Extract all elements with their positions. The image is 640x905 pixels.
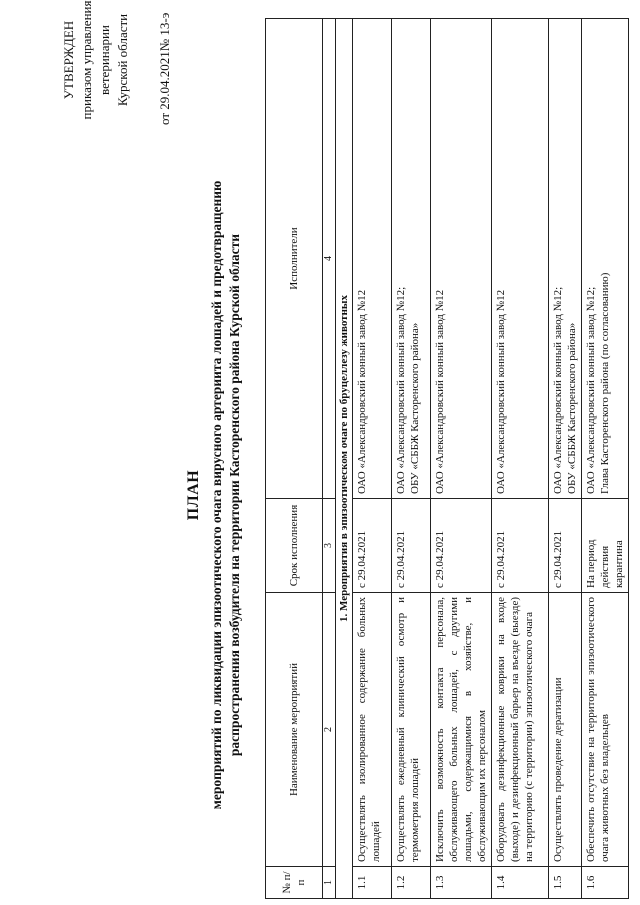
row-term: с 29.04.2021 xyxy=(549,499,582,593)
row-term: с 29.04.2021 xyxy=(492,499,549,593)
executor: ОАО «Александровский конный завод №12; xyxy=(585,286,597,494)
table-header-row xyxy=(266,19,323,899)
header-number: № п/п xyxy=(266,867,323,899)
column-number-row xyxy=(323,19,336,899)
row-term: с 29.04.2021 xyxy=(392,499,431,593)
col-number-3: 3 xyxy=(323,499,336,593)
executor: ОАО «Александровский конный завод №12 xyxy=(495,289,507,494)
row-number: 1.6 xyxy=(582,867,629,899)
row-name: Осуществлять проведение дератизации xyxy=(549,593,582,867)
row-number: 1.5 xyxy=(549,867,582,899)
row-name: Оборудовать дезинфекционные коврики на входе (выходе) и дезинфекционный барьер на въезде (выезде) на территорию (с территории) эпизоотического очага xyxy=(492,593,549,867)
title-main: ПЛАН xyxy=(185,469,202,521)
executor: ОАО «Александровский конный завод №12 xyxy=(434,289,446,494)
approval-stamp xyxy=(60,0,174,135)
row-number: 1.4 xyxy=(492,867,549,899)
row-term: с 29.04.2021 xyxy=(353,499,392,593)
row-name: Обеспечить отсутствие на территории эпизоотического очага животных без владельцев xyxy=(582,593,629,867)
executor: ОАО «Александровский конный завод №12; xyxy=(395,286,407,494)
approval-date: от 29.04.2021№ 13-э xyxy=(157,12,172,125)
header-term: Срок исполнения xyxy=(266,499,323,593)
row-number: 1.2 xyxy=(392,867,431,899)
executor: ОАО «Александровский конный завод №12 xyxy=(356,289,368,494)
approval-order: приказом управления ветеринарии xyxy=(79,0,112,120)
table-row xyxy=(492,19,549,899)
row-term: с 29.04.2021 xyxy=(431,499,492,593)
approval-region: Курской области xyxy=(115,13,130,107)
executor: ОБУ «СББЖ Касторенского района» xyxy=(409,322,421,494)
row-executors xyxy=(492,19,549,499)
row-name: Осуществлять ежедневный клинический осмотр и термометрия лошадей xyxy=(392,593,431,867)
row-executors xyxy=(353,19,392,499)
table-row xyxy=(549,19,582,899)
title-line-2: распространения возбудителя на территории Касторенского района Курской области xyxy=(227,233,242,757)
executor: ОБУ «СББЖ Касторенского района» xyxy=(566,322,578,494)
col-number-4: 4 xyxy=(323,19,336,499)
executor: ОАО «Александровский конный завод №12; xyxy=(552,286,564,494)
title-line-1: мероприятий по ликвидации эпизоотического очага вирусного артериита лошадей и предотвращению xyxy=(209,180,224,810)
row-executors xyxy=(431,19,492,499)
row-name: Осуществлять изолированное содержание больных лошадей xyxy=(353,593,392,867)
plan-table xyxy=(265,18,629,899)
row-executors xyxy=(392,19,431,499)
executor: Глава Касторенского района (по согласованию) xyxy=(599,272,611,494)
header-name: Наименование мероприятий xyxy=(266,593,323,867)
header-executors: Исполнители xyxy=(266,19,323,499)
table-row xyxy=(431,19,492,899)
row-term: На период действия карантина xyxy=(582,499,629,593)
row-number: 1.1 xyxy=(353,867,392,899)
row-name: Исключить возможность контакта персонала, обслуживающего больных лошадей, с другими лошадьми, содержащимися в хозяйстве, и обслуживающим их персоналом xyxy=(431,593,492,867)
table-row xyxy=(582,19,629,899)
row-executors xyxy=(582,19,629,499)
row-number: 1.3 xyxy=(431,867,492,899)
col-number-1: 1 xyxy=(323,867,336,899)
row-executors xyxy=(549,19,582,499)
approval-heading: УТВЕРЖДЕН xyxy=(61,20,76,100)
table-row xyxy=(392,19,431,899)
table-row xyxy=(353,19,392,899)
section-title: 1. Мероприятия в эпизоотическом очаге по бруцеллезу животных xyxy=(336,19,353,899)
section-row xyxy=(336,19,353,899)
document-title xyxy=(185,165,244,825)
col-number-2: 2 xyxy=(323,593,336,867)
